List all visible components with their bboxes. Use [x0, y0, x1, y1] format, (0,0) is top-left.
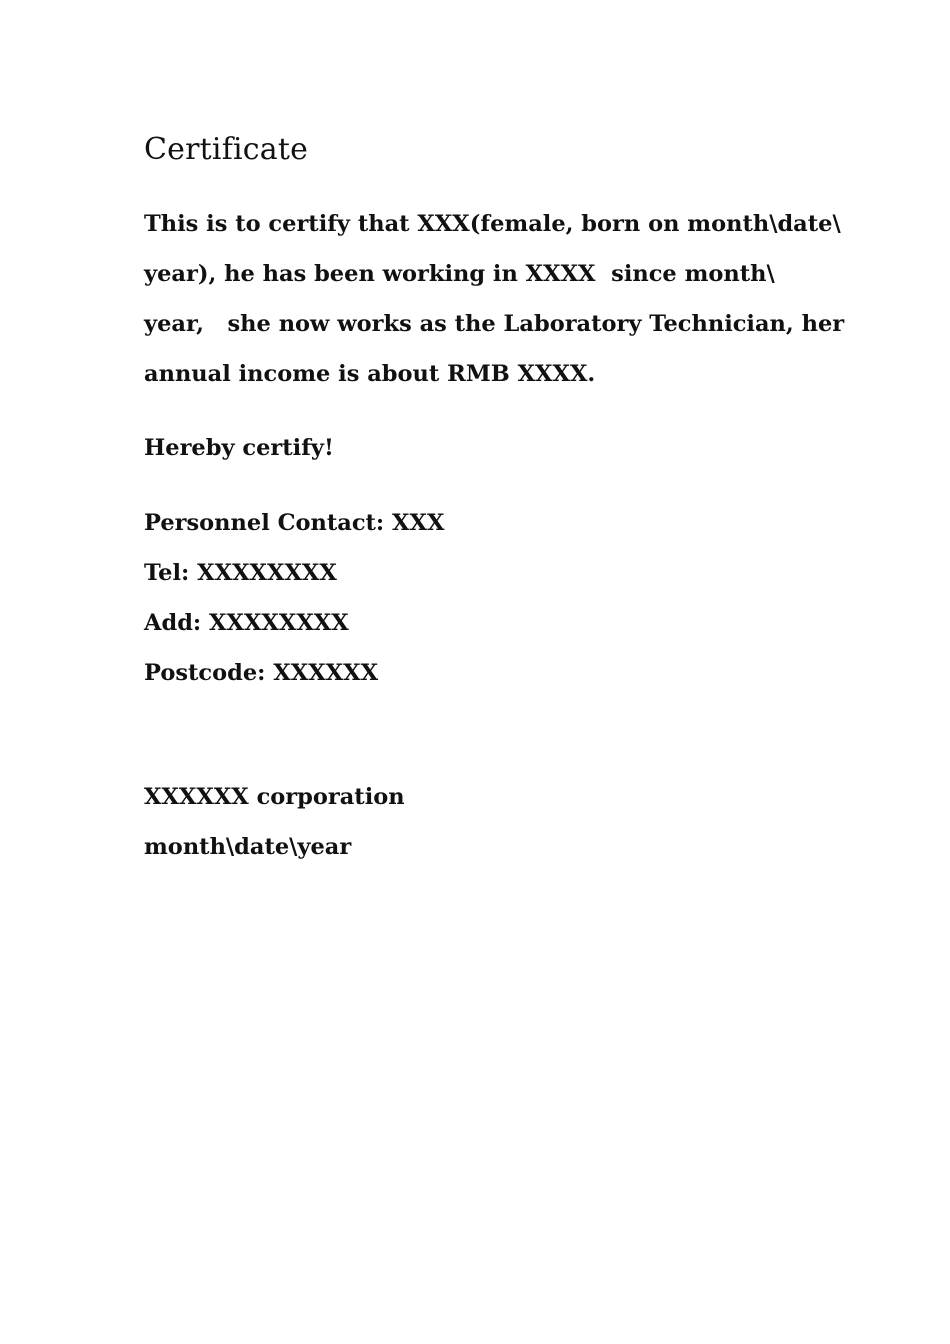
body-line-4: annual income is about RMB XXXX.: [144, 361, 596, 387]
address: Add: XXXXXXXX: [144, 610, 349, 636]
signature-date: month\date\year: [144, 834, 352, 860]
body-line-1: This is to certify that XXX(female, born on month\date\: [144, 211, 841, 237]
corporation-name: XXXXXX corporation: [144, 784, 405, 810]
telephone: Tel: XXXXXXXX: [144, 560, 337, 586]
personnel-contact: Personnel Contact: XXX: [144, 510, 445, 536]
page-title: Certificate: [144, 132, 309, 167]
closing-statement: Hereby certify!: [144, 435, 334, 461]
body-line-2: year), he has been working in XXXX since month\: [144, 261, 775, 287]
postcode: Postcode: XXXXXX: [144, 660, 379, 686]
body-line-3: year, she now works as the Laboratory Technician, her: [144, 311, 845, 337]
